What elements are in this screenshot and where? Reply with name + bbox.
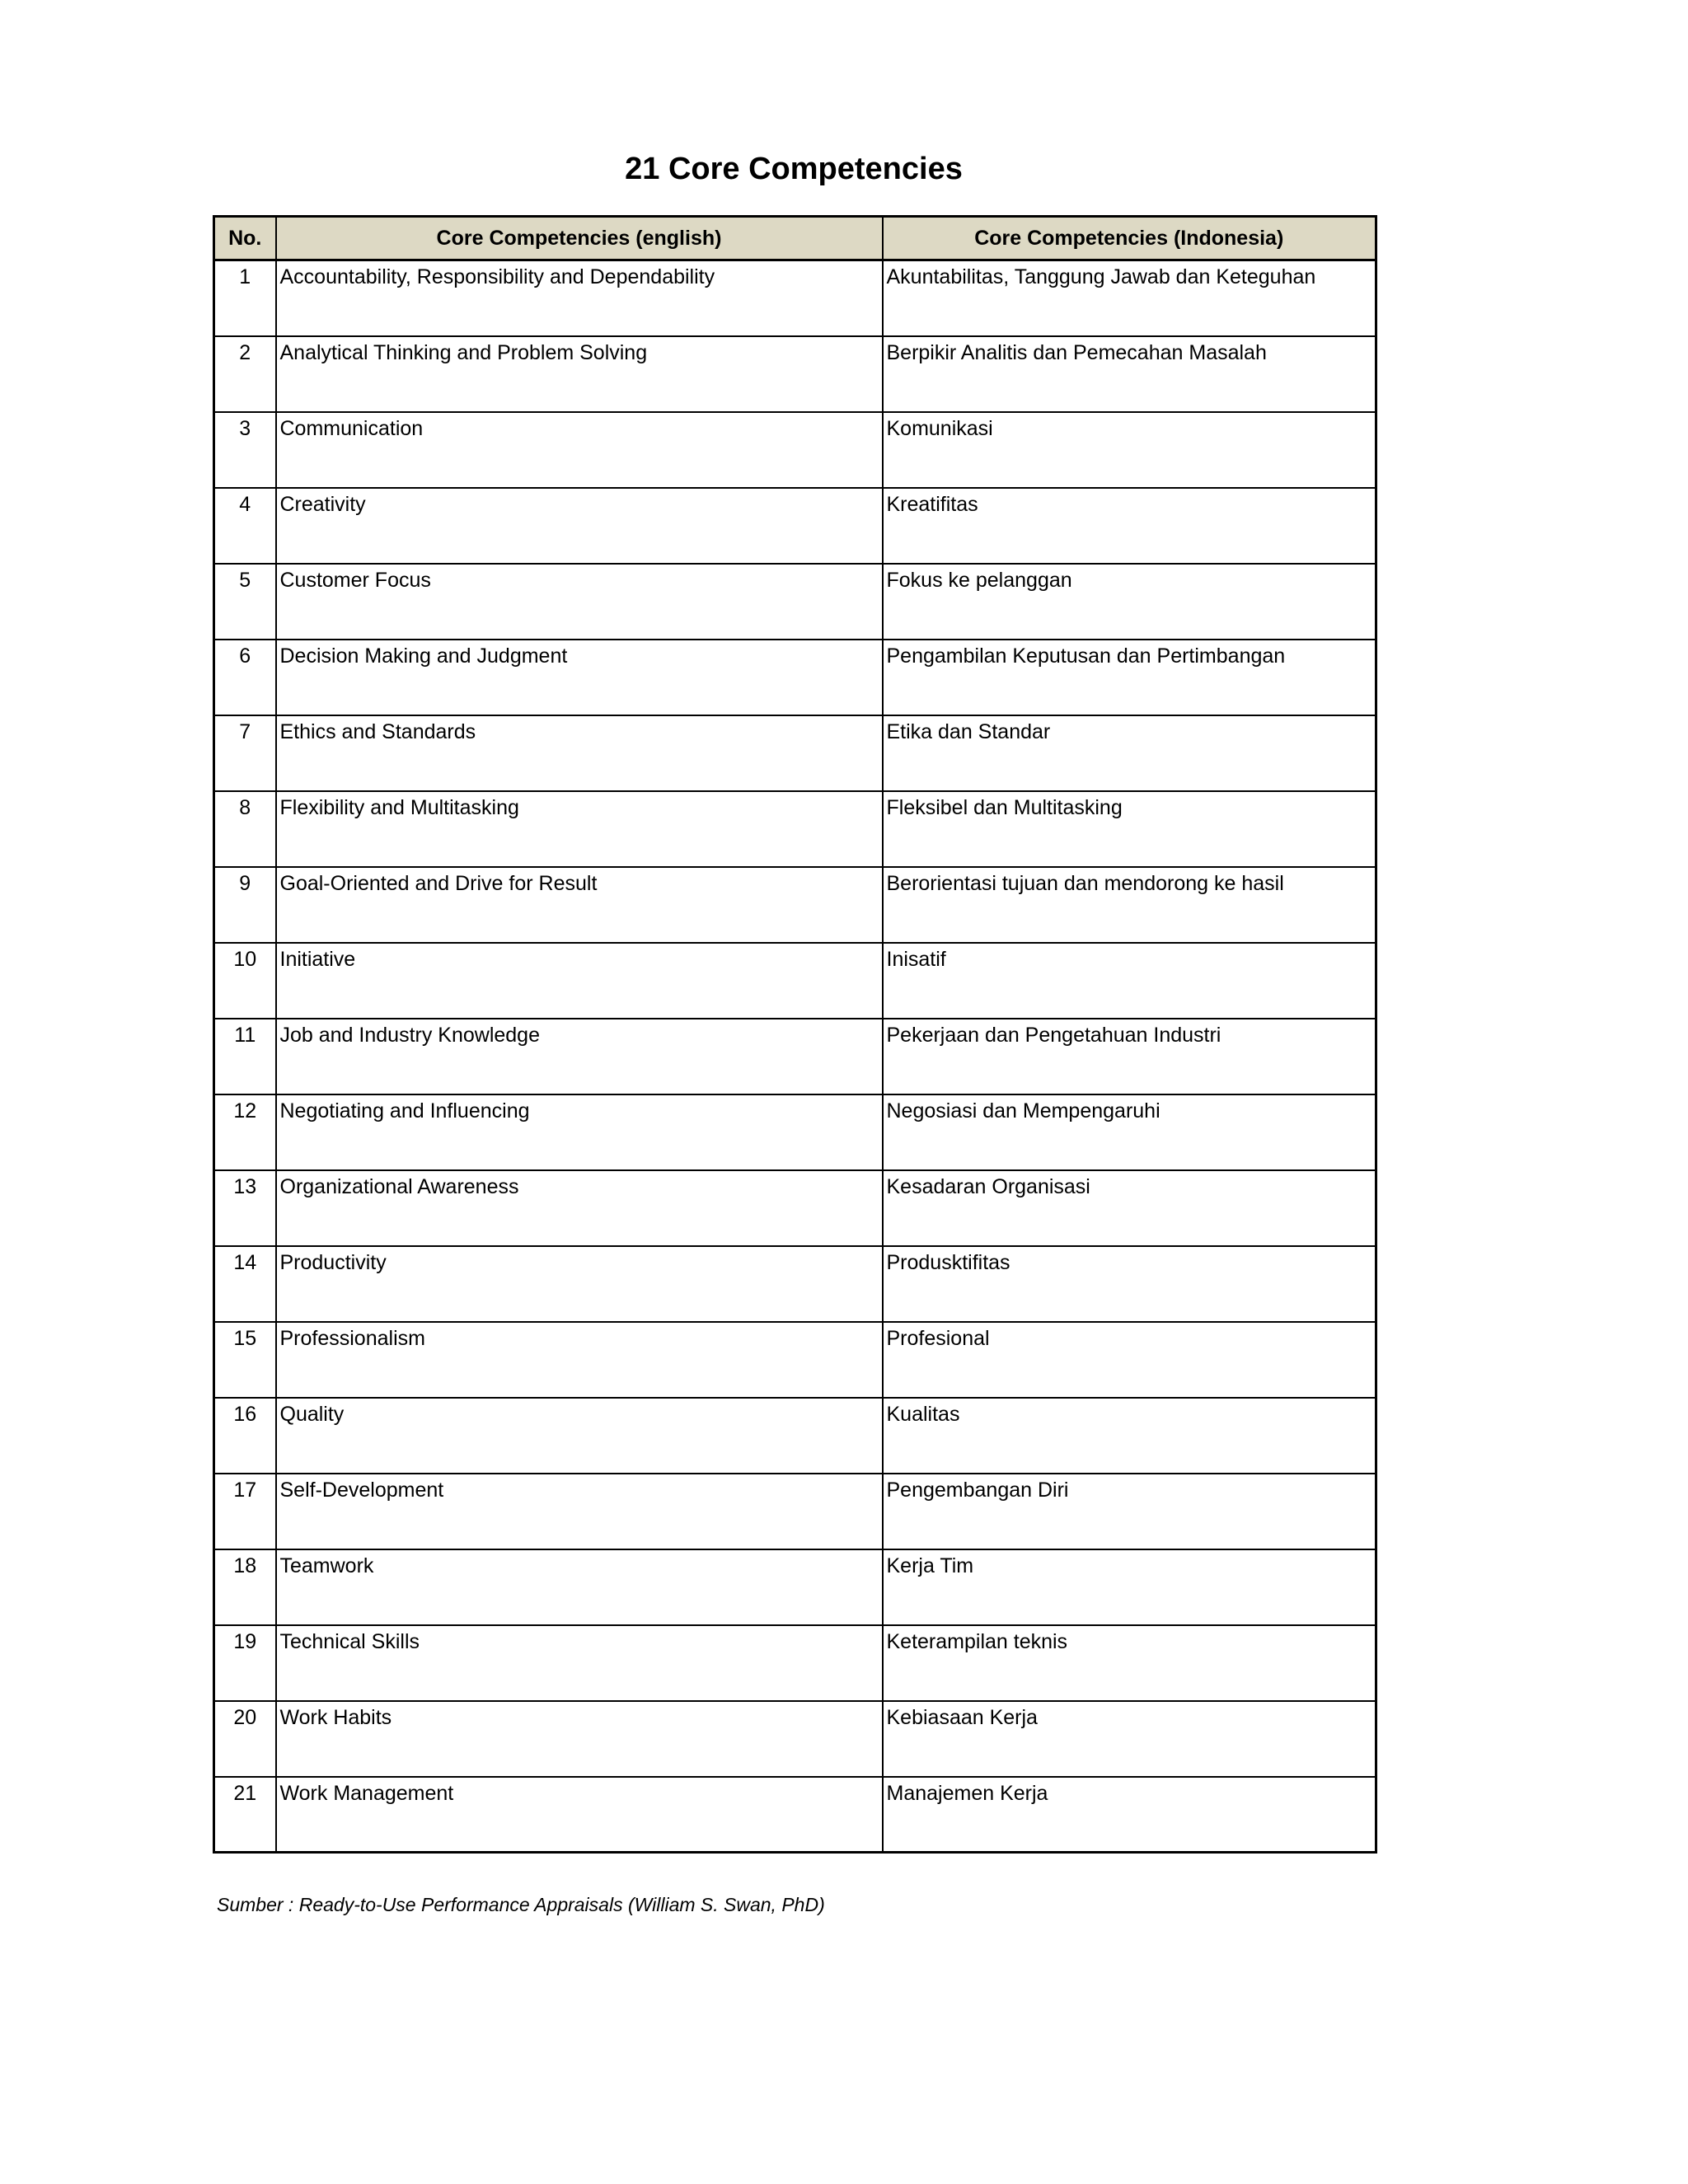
competency-indonesia: Berpikir Analitis dan Pemecahan Masalah (883, 336, 1376, 412)
column-header-no: No. (214, 217, 276, 260)
column-header-indonesia: Core Competencies (Indonesia) (883, 217, 1376, 260)
table-row (214, 1701, 1376, 1777)
competency-english: Customer Focus (276, 564, 883, 640)
page-title: 21 Core Competencies (625, 152, 963, 186)
competency-english: Flexibility and Multitasking (276, 791, 883, 867)
competency-english: Ethics and Standards (276, 715, 883, 791)
competency-indonesia: Akuntabilitas, Tanggung Jawab dan Keteguhan (883, 260, 1376, 336)
competencies-table (213, 215, 1377, 1854)
competency-english: Creativity (276, 488, 883, 564)
row-number: 9 (214, 867, 276, 943)
table-row (214, 1019, 1376, 1094)
row-number: 6 (214, 640, 276, 715)
competency-english: Job and Industry Knowledge (276, 1019, 883, 1094)
row-number: 3 (214, 412, 276, 488)
competency-indonesia: Komunikasi (883, 412, 1376, 488)
competency-english: Goal-Oriented and Drive for Result (276, 867, 883, 943)
table-row (214, 412, 1376, 488)
competency-indonesia: Inisatif (883, 943, 1376, 1019)
competency-indonesia: Kebiasaan Kerja (883, 1701, 1376, 1777)
table-header-row (214, 217, 1376, 260)
table-row (214, 260, 1376, 336)
row-number: 12 (214, 1094, 276, 1170)
row-number: 21 (214, 1777, 276, 1853)
competency-indonesia: Pengembangan Diri (883, 1474, 1376, 1549)
competency-english: Work Management (276, 1777, 883, 1853)
competency-indonesia: Produsktifitas (883, 1246, 1376, 1322)
column-header-english: Core Competencies (english) (276, 217, 883, 260)
table-row (214, 1170, 1376, 1246)
competency-english: Analytical Thinking and Problem Solving (276, 336, 883, 412)
table-row (214, 1474, 1376, 1549)
competency-english: Communication (276, 412, 883, 488)
competency-indonesia: Kerja Tim (883, 1549, 1376, 1625)
row-number: 7 (214, 715, 276, 791)
row-number: 19 (214, 1625, 276, 1701)
competency-english: Teamwork (276, 1549, 883, 1625)
row-number: 1 (214, 260, 276, 336)
table-row (214, 1246, 1376, 1322)
competency-english: Decision Making and Judgment (276, 640, 883, 715)
competency-indonesia: Pekerjaan dan Pengetahuan Industri (883, 1019, 1376, 1094)
row-number: 5 (214, 564, 276, 640)
competency-english: Organizational Awareness (276, 1170, 883, 1246)
competency-english: Quality (276, 1398, 883, 1474)
row-number: 18 (214, 1549, 276, 1625)
competency-indonesia: Fokus ke pelanggan (883, 564, 1376, 640)
table-row (214, 715, 1376, 791)
row-number: 8 (214, 791, 276, 867)
table-body (214, 260, 1376, 1853)
row-number: 4 (214, 488, 276, 564)
table-row (214, 1398, 1376, 1474)
competency-english: Work Habits (276, 1701, 883, 1777)
competency-indonesia: Fleksibel dan Multitasking (883, 791, 1376, 867)
row-number: 11 (214, 1019, 276, 1094)
source-note: Sumber : Ready-to-Use Performance Appraisals (William S. Swan, PhD) (217, 1894, 825, 1915)
row-number: 20 (214, 1701, 276, 1777)
table-row (214, 1549, 1376, 1625)
table-row (214, 1094, 1376, 1170)
table-row (214, 943, 1376, 1019)
table-row (214, 791, 1376, 867)
competency-english: Negotiating and Influencing (276, 1094, 883, 1170)
competency-indonesia: Profesional (883, 1322, 1376, 1398)
table-row (214, 488, 1376, 564)
table-row (214, 640, 1376, 715)
table-row (214, 1777, 1376, 1853)
competency-english: Productivity (276, 1246, 883, 1322)
table-row (214, 564, 1376, 640)
competency-english: Technical Skills (276, 1625, 883, 1701)
competency-indonesia: Manajemen Kerja (883, 1777, 1376, 1853)
competency-indonesia: Negosiasi dan Mempengaruhi (883, 1094, 1376, 1170)
competency-english: Professionalism (276, 1322, 883, 1398)
row-number: 14 (214, 1246, 276, 1322)
table-row (214, 336, 1376, 412)
competency-english: Initiative (276, 943, 883, 1019)
row-number: 15 (214, 1322, 276, 1398)
row-number: 2 (214, 336, 276, 412)
competency-indonesia: Kesadaran Organisasi (883, 1170, 1376, 1246)
competency-indonesia: Berorientasi tujuan dan mendorong ke hasil (883, 867, 1376, 943)
table-row (214, 1625, 1376, 1701)
competency-indonesia: Pengambilan Keputusan dan Pertimbangan (883, 640, 1376, 715)
table-row (214, 1322, 1376, 1398)
competency-english: Accountability, Responsibility and Dependability (276, 260, 883, 336)
row-number: 16 (214, 1398, 276, 1474)
row-number: 17 (214, 1474, 276, 1549)
competency-indonesia: Kualitas (883, 1398, 1376, 1474)
competency-indonesia: Kreatifitas (883, 488, 1376, 564)
table-row (214, 867, 1376, 943)
competency-english: Self-Development (276, 1474, 883, 1549)
row-number: 13 (214, 1170, 276, 1246)
row-number: 10 (214, 943, 276, 1019)
competency-indonesia: Keterampilan teknis (883, 1625, 1376, 1701)
competency-indonesia: Etika dan Standar (883, 715, 1376, 791)
